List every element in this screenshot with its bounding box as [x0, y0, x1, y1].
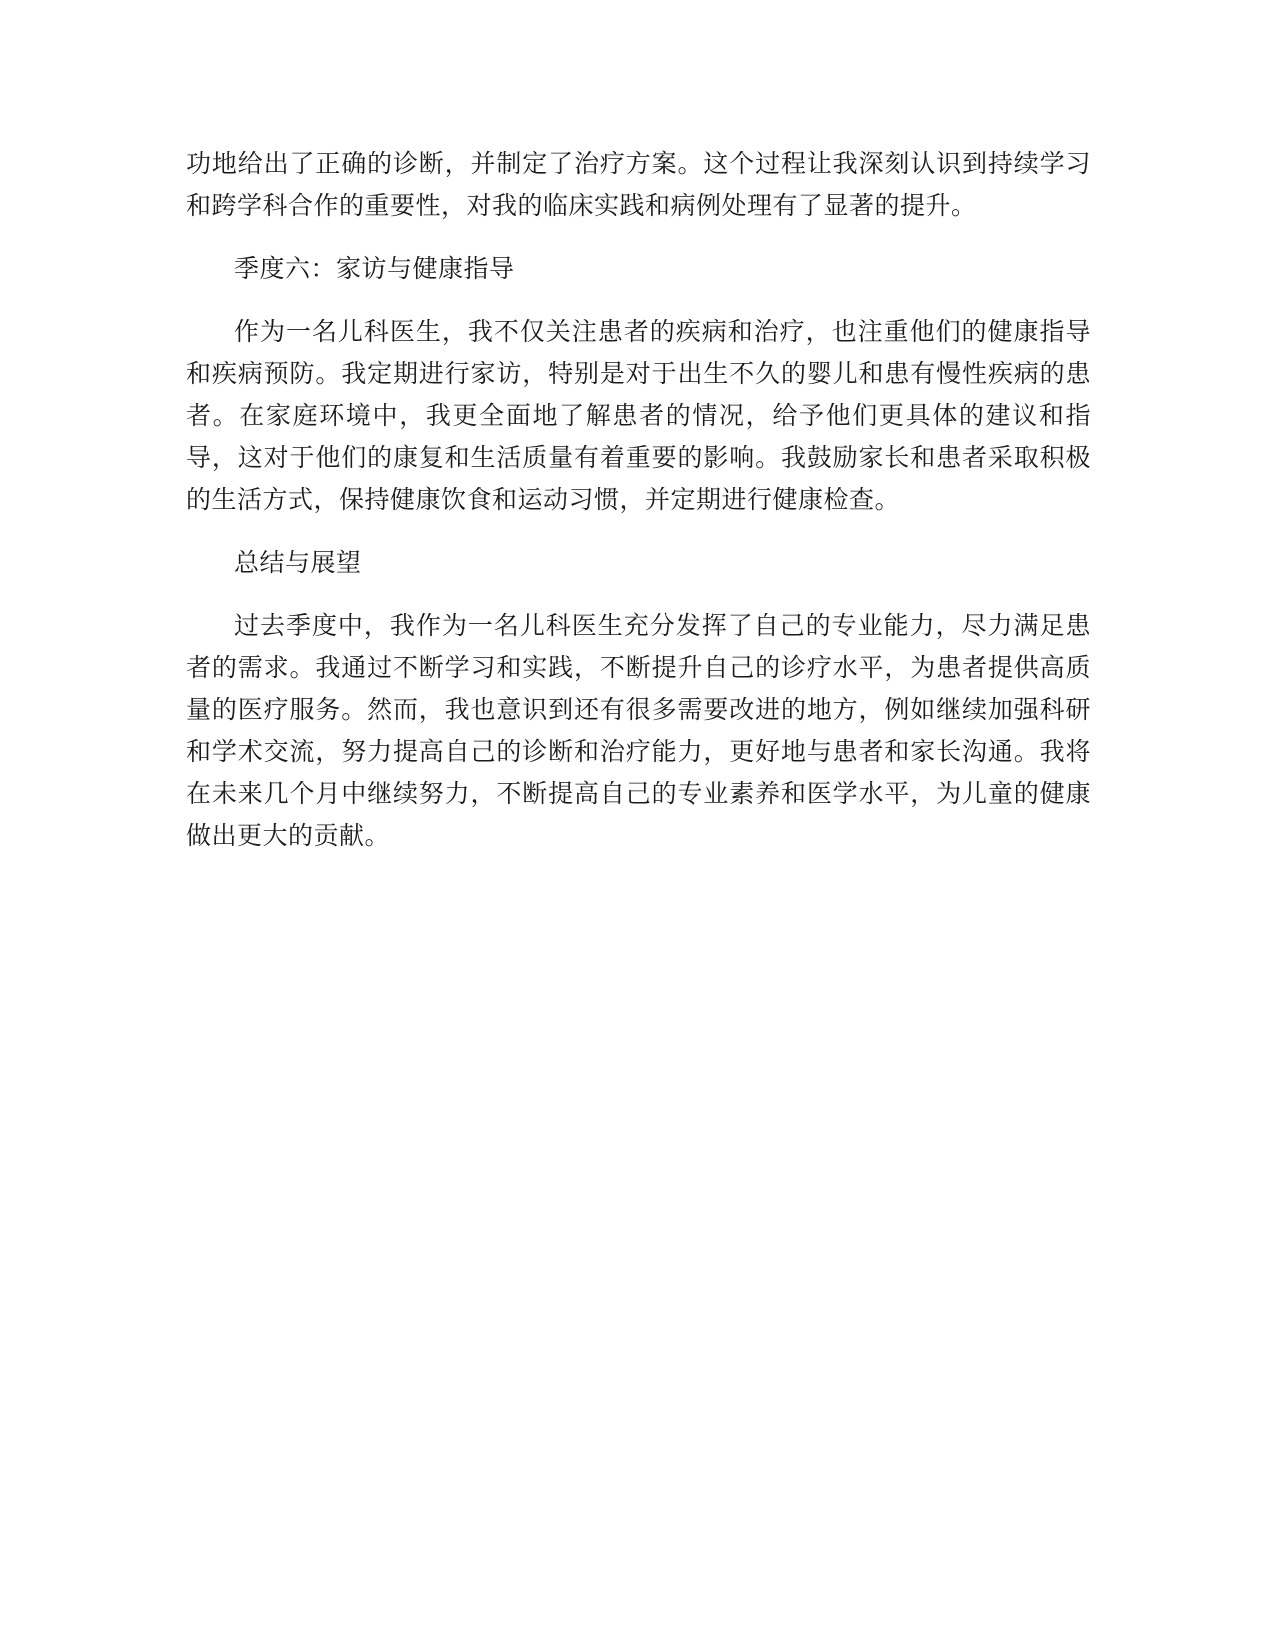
- paragraph-continued: 功地给出了正确的诊断，并制定了治疗方案。这个过程让我深刻认识到持续学习和跨学科合作的重要性，对我的临床实践和病例处理有了显著的提升。: [186, 149, 1091, 220]
- section-heading-home-visits: 季度六：家访与健康指导: [234, 254, 515, 283]
- document-body: [186, 143, 1091, 878]
- paragraph-summary: 过去季度中，我作为一名儿科医生充分发挥了自己的专业能力，尽力满足患者的需求。我通过不断学习和实践，不断提升自己的诊疗水平，为患者提供高质量的医疗服务。然而，我也意识到还有很多需要改进的地方，例如继续加强科研和学术交流，努力提高自己的诊断和治疗能力，更好地与患者和家长沟通。我将在未来几个月中继续努力，不断提高自己的专业素养和医学水平，为儿童的健康做出更大的贡献。: [186, 611, 1091, 850]
- paragraph-home-visits: 作为一名儿科医生，我不仅关注患者的疾病和治疗，也注重他们的健康指导和疾病预防。我定期进行家访，特别是对于出生不久的婴儿和患有慢性疾病的患者。在家庭环境中，我更全面地了解患者的情况，给予他们更具体的建议和指导，这对于他们的康复和生活质量有着重要的影响。我鼓励家长和患者采取积极的生活方式，保持健康饮食和运动习惯，并定期进行健康检查。: [186, 317, 1091, 514]
- section-heading-summary: 总结与展望: [234, 548, 362, 577]
